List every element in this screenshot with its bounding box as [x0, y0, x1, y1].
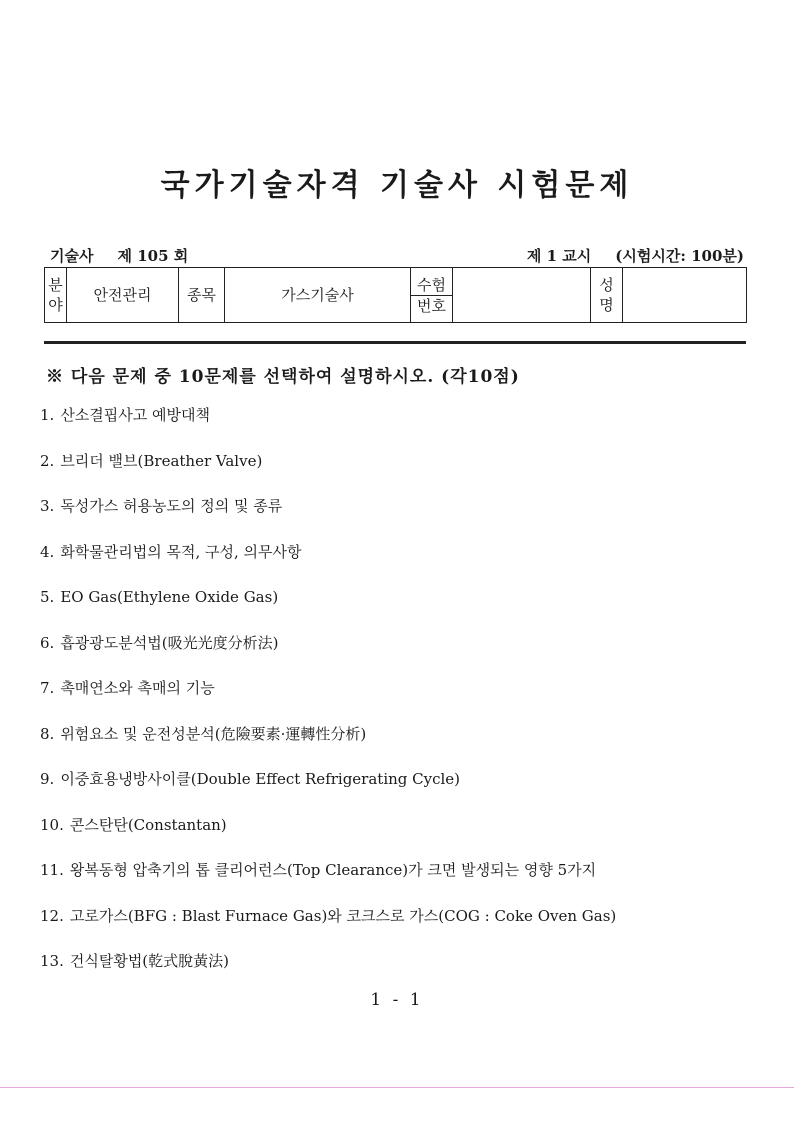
- divider: [44, 341, 746, 344]
- category-value: 가스기술사: [225, 268, 411, 323]
- question-item: 7. 촉매연소와 촉매의 기능: [40, 679, 215, 697]
- question-item: 4. 화학물관리법의 목적, 구성, 의무사항: [40, 542, 302, 561]
- exam-meta-left: [50, 245, 188, 266]
- page-title: 국가기술자격 기술사 시험문제: [160, 168, 634, 203]
- exam-meta-row: [44, 245, 744, 267]
- exam-info-table: [44, 267, 747, 323]
- exam-number-field[interactable]: [453, 268, 591, 323]
- name-label: 성 명: [591, 268, 623, 323]
- question-item: 13. 건식탈황법(乾式脫黃法): [40, 952, 230, 970]
- question-item: 12. 고로가스(BFG : Blast Furnace Gas)와 코크스로 가스(COG : Coke Oven Gas): [40, 906, 617, 925]
- exam-type: 기술사: [50, 247, 94, 265]
- question-item: 2. 브리더 밸브(Breather Valve): [40, 451, 263, 470]
- page-number: 1 - 1: [370, 990, 424, 1010]
- question-item: 8. 위험요소 및 운전성분석(危險要素·運轉性分析): [40, 724, 367, 743]
- exam-duration: (시험시간: 100분): [615, 247, 744, 265]
- question-item: 10. 콘스탄탄(Constantan): [40, 815, 227, 834]
- question-item: 5. EO Gas(Ethylene Oxide Gas): [40, 588, 279, 606]
- question-list: [40, 405, 760, 997]
- footer-rule: [0, 1087, 794, 1088]
- exam-session: 제 1 교시: [526, 247, 592, 265]
- field-label: 분 야: [45, 268, 67, 323]
- field-value: 안전관리: [67, 268, 179, 323]
- instruction-text: ※ 다음 문제 중 10문제를 선택하여 설명하시오. (각10점): [46, 367, 520, 387]
- name-field[interactable]: [623, 268, 747, 323]
- exam-number-label: 수험 번호: [411, 268, 453, 323]
- question-item: 9. 이중효용냉방사이클(Double Effect Refrigerating Cycle): [40, 770, 461, 788]
- exam-meta-right: [527, 245, 744, 266]
- question-item: 3. 독성가스 허용농도의 정의 및 종류: [40, 497, 283, 515]
- exam-round: 제 105 회: [117, 247, 189, 265]
- question-item: 1. 산소결핍사고 예방대책: [40, 406, 210, 424]
- question-item: 6. 흡광광도분석법(吸光光度分析法): [40, 633, 279, 652]
- question-item: 11. 왕복동형 압축기의 톱 클리어런스(Top Clearance)가 크면 발생되는 영향 5가지: [40, 861, 597, 879]
- category-label: 종목: [179, 268, 225, 323]
